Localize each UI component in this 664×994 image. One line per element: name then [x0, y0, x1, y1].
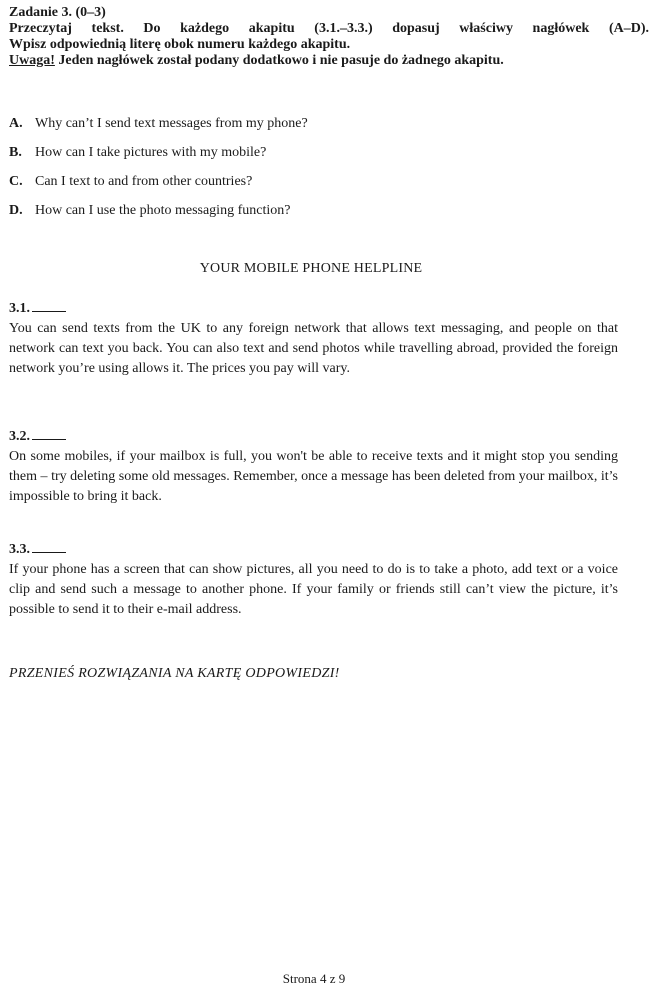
answer-blank	[32, 299, 66, 312]
note-label: Uwaga!	[9, 53, 55, 68]
option-text: How can I take pictures with my mobile?	[35, 145, 267, 160]
note-text: Jeden nagłówek został podany dodatkowo i nie pasuje do żadnego akapitu.	[54, 53, 504, 68]
section-number: 3.3.	[9, 542, 30, 557]
section-number: 3.1.	[9, 301, 30, 316]
option-letter: C.	[9, 174, 23, 189]
section-text: On some mobiles, if your mailbox is full, you won't be able to receive texts and it might stop you sending them – try deleting some old messages. Remember, once a message has been deleted from your mailbox, it’s impossible to bring it back.	[9, 449, 618, 504]
option-text: How can I use the photo messaging function?	[35, 203, 291, 218]
option-b	[9, 145, 649, 174]
section-number-line	[9, 299, 618, 319]
option-text: Can I text to and from other countries?	[35, 174, 253, 189]
task-note	[9, 53, 649, 69]
task-instruction-1: Przeczytaj tekst. Do każdego akapitu (3.1.–3.3.) dopasuj właściwy nagłówek (A–D).	[9, 21, 649, 36]
answer-blank	[32, 540, 66, 553]
option-d	[9, 203, 649, 232]
section-3-1	[9, 299, 618, 379]
option-c	[9, 174, 649, 203]
heading-options	[9, 116, 649, 232]
task-title: Zadanie 3. (0–3)	[9, 5, 106, 20]
section-number-line	[9, 427, 618, 447]
section-3-3	[9, 540, 618, 620]
section-3-2	[9, 427, 618, 507]
option-letter: D.	[9, 203, 23, 218]
page-number: Strona 4 z 9	[282, 971, 346, 986]
option-text: Why can’t I send text messages from my phone?	[35, 116, 308, 131]
section-text: You can send texts from the UK to any foreign network that allows text messaging, and people on that network can text you back. You can also text and send photos while travelling abroad, provided the foreign network you’re using allows it. The prices you pay will vary.	[9, 321, 618, 376]
section-number: 3.2.	[9, 429, 30, 444]
task-instruction-2: Wpisz odpowiednią literę obok numeru każdego akapitu.	[9, 37, 351, 52]
answer-blank	[32, 427, 66, 440]
transfer-answers-note: PRZENIEŚ ROZWIĄZANIA NA KARTĘ ODPOWIEDZI!	[9, 666, 340, 681]
task-header	[9, 5, 649, 69]
text-title: YOUR MOBILE PHONE HELPLINE	[199, 261, 423, 276]
option-letter: B.	[9, 145, 22, 160]
section-text: If your phone has a screen that can show pictures, all you need to do is to take a photo, add text or a voice clip and send such a message to another phone. If your family or friends still can’t view the picture, it’s possible to send it to their e-mail address.	[9, 562, 618, 617]
option-letter: A.	[9, 116, 23, 131]
section-number-line	[9, 540, 618, 560]
option-a	[9, 116, 649, 145]
